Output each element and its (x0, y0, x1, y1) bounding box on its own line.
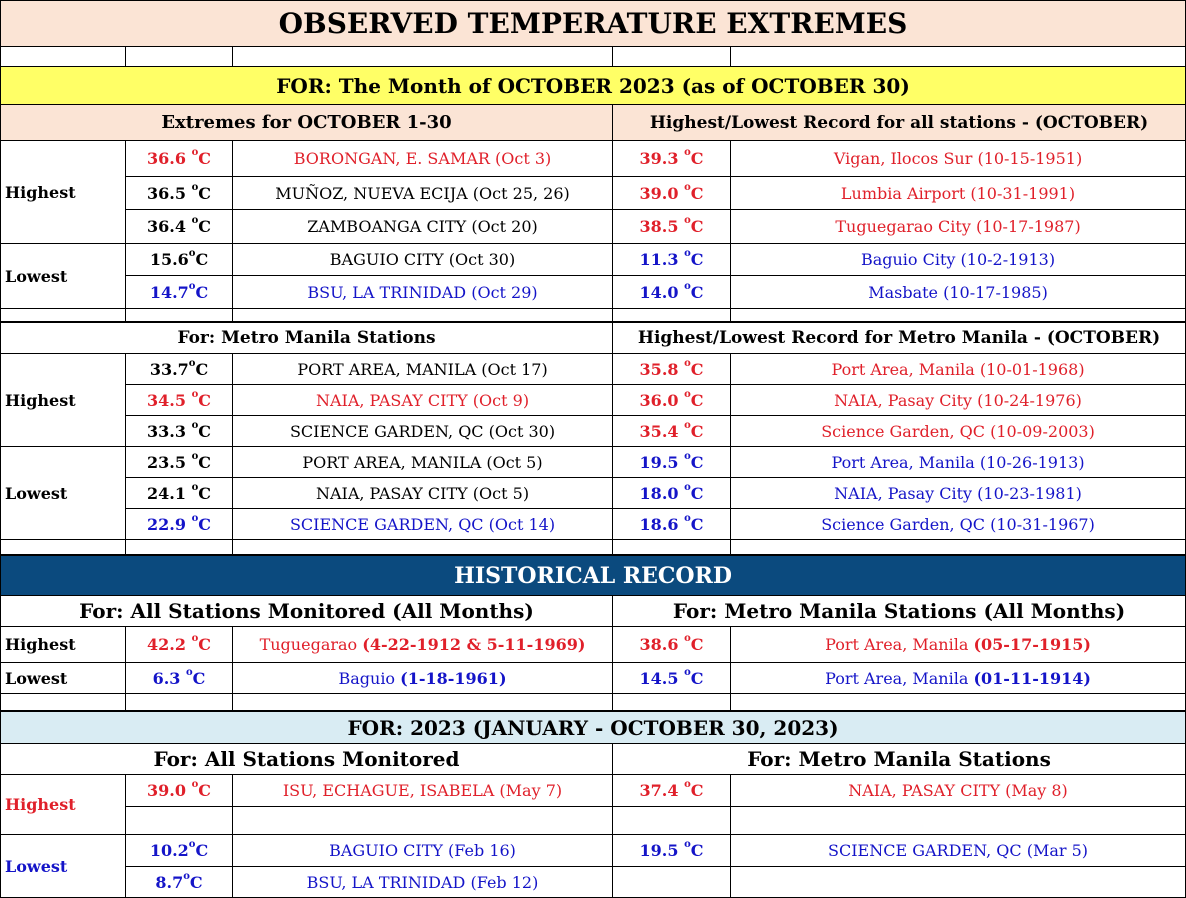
station-name: SCIENCE GARDEN, QC (Oct 14) (233, 509, 613, 540)
temp-value: 36.5 $^o$C (126, 177, 233, 210)
station-name: ZAMBOANGA CITY (Oct 20) (233, 210, 613, 244)
station-name: BAGUIO CITY (Oct 30) (233, 244, 613, 276)
temp-value: 15.6$^o$C (126, 244, 233, 276)
station-name: BAGUIO CITY (Feb 16) (233, 835, 613, 867)
record-station: Port Area, Manila (05-17-1915) (731, 627, 1186, 663)
temp-value: 24.1 $^o$C (126, 478, 233, 509)
section2-right-header: Highest/Lowest Record for Metro Manila - (OCTOBER) (613, 322, 1186, 354)
title-table (0, 0, 1186, 105)
record-station: Science Garden, QC (10-09-2003) (731, 416, 1186, 447)
record-station: Lumbia Airport (10-31-1991) (731, 177, 1186, 210)
temp-value: 10.2$^o$C (126, 835, 233, 867)
record-value: 38.5 $^o$C (613, 210, 731, 244)
october-extremes-table (0, 104, 1186, 323)
record-value: 36.0 $^o$C (613, 385, 731, 416)
temp-value: 36.6 $^o$C (126, 141, 233, 177)
temp-value: 22.9 $^o$C (126, 509, 233, 540)
highest-label: Highest (1, 141, 126, 244)
station-name: BORONGAN, E. SAMAR (Oct 3) (233, 141, 613, 177)
temp-value: 33.7$^o$C (126, 354, 233, 385)
section1-left-header: Extremes for OCTOBER 1-30 (1, 105, 613, 141)
record-station: Vigan, Ilocos Sur (10-15-1951) (731, 141, 1186, 177)
year-2023-table (0, 711, 1186, 898)
station-name: ISU, ECHAGUE, ISABELA (May 7) (233, 775, 613, 807)
historical-left-header: For: All Stations Monitored (All Months) (1, 596, 613, 627)
page-title: OBSERVED TEMPERATURE EXTREMES (1, 1, 1186, 47)
temp-value: 23.5 $^o$C (126, 447, 233, 478)
record-value: 14.0 $^o$C (613, 276, 731, 309)
record-value: 35.8 $^o$C (613, 354, 731, 385)
highest-label: Highest (1, 627, 126, 663)
record-value: 37.4 $^o$C (613, 775, 731, 807)
record-station: Baguio City (10-2-1913) (731, 244, 1186, 276)
month-subtitle: FOR: The Month of OCTOBER 2023 (as of OCTOBER 30) (1, 67, 1186, 105)
year-title: FOR: 2023 (JANUARY - OCTOBER 30, 2023) (1, 712, 1186, 744)
record-station: Port Area, Manila (01-11-1914) (731, 663, 1186, 694)
temp-value: 34.5 $^o$C (126, 385, 233, 416)
record-value: 18.6 $^o$C (613, 509, 731, 540)
station-name: MUÑOZ, NUEVA ECIJA (Oct 25, 26) (233, 177, 613, 210)
historical-title: HISTORICAL RECORD (1, 556, 1186, 596)
station-name: SCIENCE GARDEN, QC (Oct 30) (233, 416, 613, 447)
station-name: PORT AREA, MANILA (Oct 5) (233, 447, 613, 478)
temp-value: 36.4 $^o$C (126, 210, 233, 244)
historical-right-header: For: Metro Manila Stations (All Months) (613, 596, 1186, 627)
record-station: NAIA, PASAY CITY (May 8) (731, 775, 1186, 807)
temp-value: 33.3 $^o$C (126, 416, 233, 447)
record-station: NAIA, Pasay City (10-23-1981) (731, 478, 1186, 509)
record-value: 39.3 $^o$C (613, 141, 731, 177)
historical-record-table (0, 555, 1186, 711)
year-right-header: For: Metro Manila Stations (613, 744, 1186, 775)
lowest-label: Lowest (1, 244, 126, 309)
record-station: Masbate (10-17-1985) (731, 276, 1186, 309)
temp-value: 14.7$^o$C (126, 276, 233, 309)
record-station: Tuguegarao City (10-17-1987) (731, 210, 1186, 244)
lowest-label: Lowest (1, 663, 126, 694)
section1-right-header: Highest/Lowest Record for all stations - (OCTOBER) (613, 105, 1186, 141)
record-station: Port Area, Manila (10-26-1913) (731, 447, 1186, 478)
lowest-label: Lowest (1, 447, 126, 540)
station-name: BSU, LA TRINIDAD (Feb 12) (233, 867, 613, 898)
section2-left-header: For: Metro Manila Stations (1, 322, 613, 354)
record-station: Science Garden, QC (10-31-1967) (731, 509, 1186, 540)
record-value: 18.0 $^o$C (613, 478, 731, 509)
record-value: 38.6 $^o$C (613, 627, 731, 663)
record-value: 19.5 $^o$C (613, 447, 731, 478)
metro-manila-table (0, 321, 1186, 555)
station-name: NAIA, PASAY CITY (Oct 5) (233, 478, 613, 509)
highest-label: Highest (1, 775, 126, 835)
station-name: PORT AREA, MANILA (Oct 17) (233, 354, 613, 385)
station-name: BSU, LA TRINIDAD (Oct 29) (233, 276, 613, 309)
year-left-header: For: All Stations Monitored (1, 744, 613, 775)
lowest-label: Lowest (1, 835, 126, 898)
highest-label: Highest (1, 354, 126, 447)
station-name: Tuguegarao (4-22-1912 & 5-11-1969) (233, 627, 613, 663)
temp-value: 6.3 $^o$C (126, 663, 233, 694)
record-station: NAIA, Pasay City (10-24-1976) (731, 385, 1186, 416)
record-value: 11.3 $^o$C (613, 244, 731, 276)
temp-value: 39.0 $^o$C (126, 775, 233, 807)
temp-value: 42.2 $^o$C (126, 627, 233, 663)
record-station: Port Area, Manila (10-01-1968) (731, 354, 1186, 385)
record-value: 39.0 $^o$C (613, 177, 731, 210)
record-station: SCIENCE GARDEN, QC (Mar 5) (731, 835, 1186, 867)
station-name: Baguio (1-18-1961) (233, 663, 613, 694)
temp-value: 8.7$^o$C (126, 867, 233, 898)
station-name: NAIA, PASAY CITY (Oct 9) (233, 385, 613, 416)
record-value: 14.5 $^o$C (613, 663, 731, 694)
record-value: 19.5 $^o$C (613, 835, 731, 867)
record-value: 35.4 $^o$C (613, 416, 731, 447)
